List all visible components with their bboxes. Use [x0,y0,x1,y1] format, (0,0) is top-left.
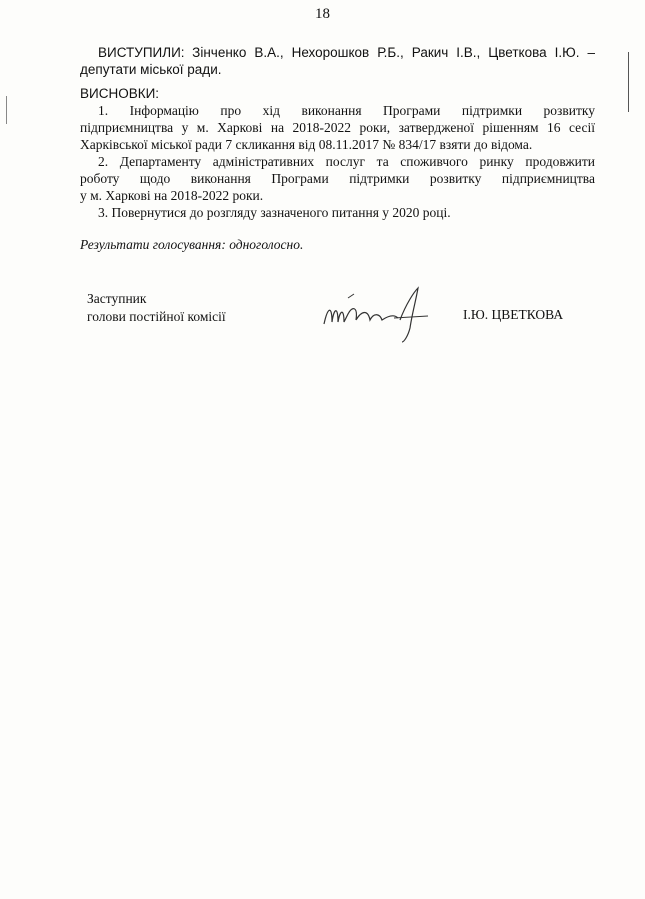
conclusion-2-line-3: у м. Харкові на 2018-2022 роки. [80,188,264,203]
speakers-block [80,44,595,78]
margin-mark-right [628,52,629,112]
conclusions-block [80,85,595,221]
voting-result: Результати голосування: одноголосно. [80,237,304,252]
signatory-title-line-2: голови постійної комісії [87,309,226,324]
signatory-title-line-1: Заступник [87,291,147,306]
handwritten-signature [318,284,438,344]
conclusion-2-line-1: 2. Департаменту адміністративних послуг та споживчого ринку продовжити [98,154,595,169]
conclusion-3: 3. Повернутися до розгляду зазначеного питання у 2020 році. [98,205,451,220]
conclusion-1-line-3: Харківської міської ради 7 скликання від 08.11.2017 № 834/17 взяти до відома. [80,137,533,152]
speakers-label: ВИСТУПИЛИ: [98,45,185,60]
page-number: 18 [315,6,330,22]
signatory-title [87,290,226,326]
conclusions-label: ВИСНОВКИ: [80,86,160,101]
margin-mark-left [6,96,7,124]
speakers-line-2: депутати міської ради. [80,62,222,77]
conclusion-1-line-1: 1. Інформацію про хід виконання Програми підтримки розвитку [98,103,595,118]
conclusion-2-line-2: роботу щодо виконання Програми підтримки розвитку підприємництва [80,171,595,186]
conclusion-1-line-2: підприємництва у м. Харкові на 2018-2022 роки, затвердженої рішенням 16 сесії [80,120,595,135]
signatory-name: І.Ю. ЦВЕТКОВА [463,307,564,322]
speakers-line-1: ВИСТУПИЛИ: Зінченко В.А., Нехорошков Р.Б., Ракич І.В., Цветкова І.Ю. – [98,45,595,60]
